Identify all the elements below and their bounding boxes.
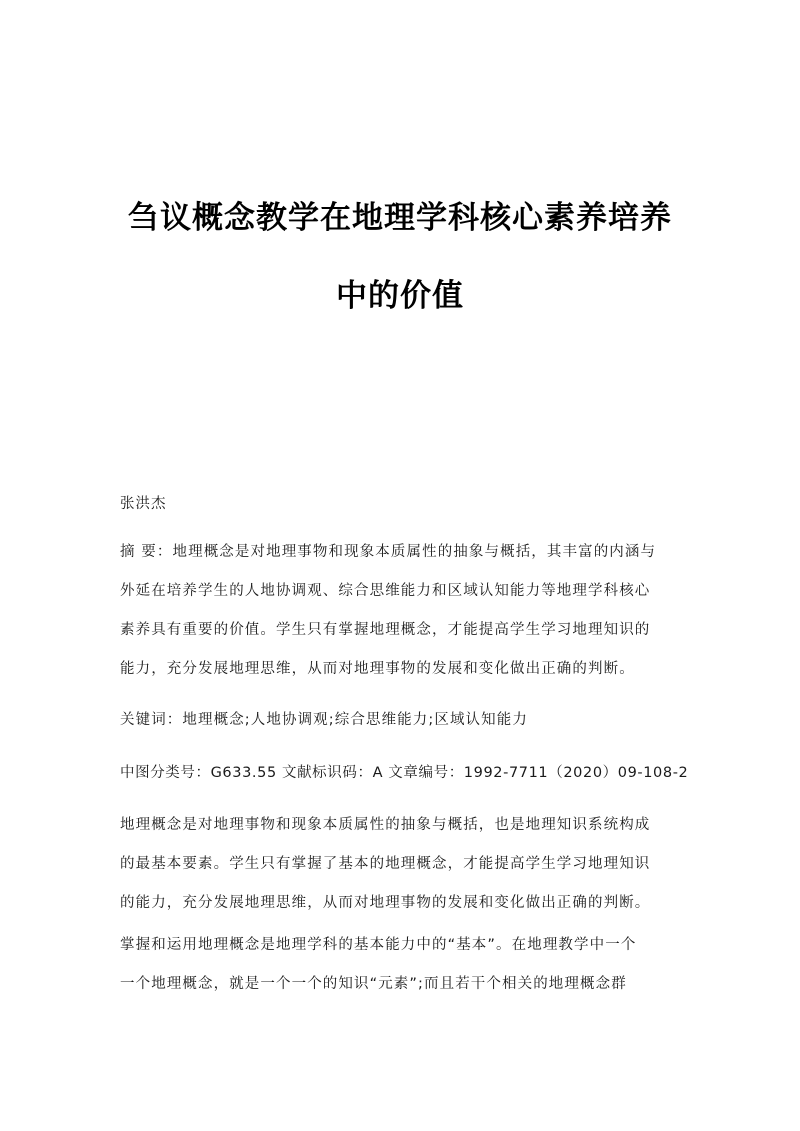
body-line: 一个地理概念，就是一个一个的知识“元素”;而且若干个相关的地理概念群 [120, 976, 627, 992]
classification-info: 中图分类号：G633.55 文献标识码：A 文章编号：1992-7711（2020）09-108-2 [120, 765, 689, 781]
abstract-line: 素养具有重要的价值。学生只有掌握地理概念，才能提高学生学习地理知识的 [120, 622, 651, 638]
body-line: 掌握和运用地理概念是地理学科的基本能力中的“基本”。在地理教学中一个 [120, 937, 637, 953]
title-line-2: 中的价值 [336, 278, 464, 314]
body-line: 地理概念是对地理事物和现象本质属性的抽象与概括，也是地理知识系统构成 [120, 817, 651, 833]
author: 张洪杰 [120, 496, 167, 512]
body-line: 的最基本要素。学生只有掌握了基本的地理概念，才能提高学生学习地理知识 [120, 856, 651, 872]
abstract-line: 能力，充分发展地理思维，从而对地理事物的发展和变化做出正确的判断。 [120, 661, 635, 677]
abstract-line: 摘 要：地理概念是对地理事物和现象本质属性的抽象与概括，其丰富的内涵与 [120, 544, 657, 560]
abstract-line: 外延在培养学生的人地协调观、综合思维能力和区域认知能力等地理学科核心 [120, 583, 651, 599]
body-line: 的能力，充分发展地理思维，从而对地理事物的发展和变化做出正确的判断。 [120, 895, 651, 911]
title-line-1: 刍议概念教学在地理学科核心素养培养 [128, 200, 672, 236]
keywords: 关键词：地理概念;人地协调观;综合思维能力;区域认知能力 [120, 712, 528, 728]
